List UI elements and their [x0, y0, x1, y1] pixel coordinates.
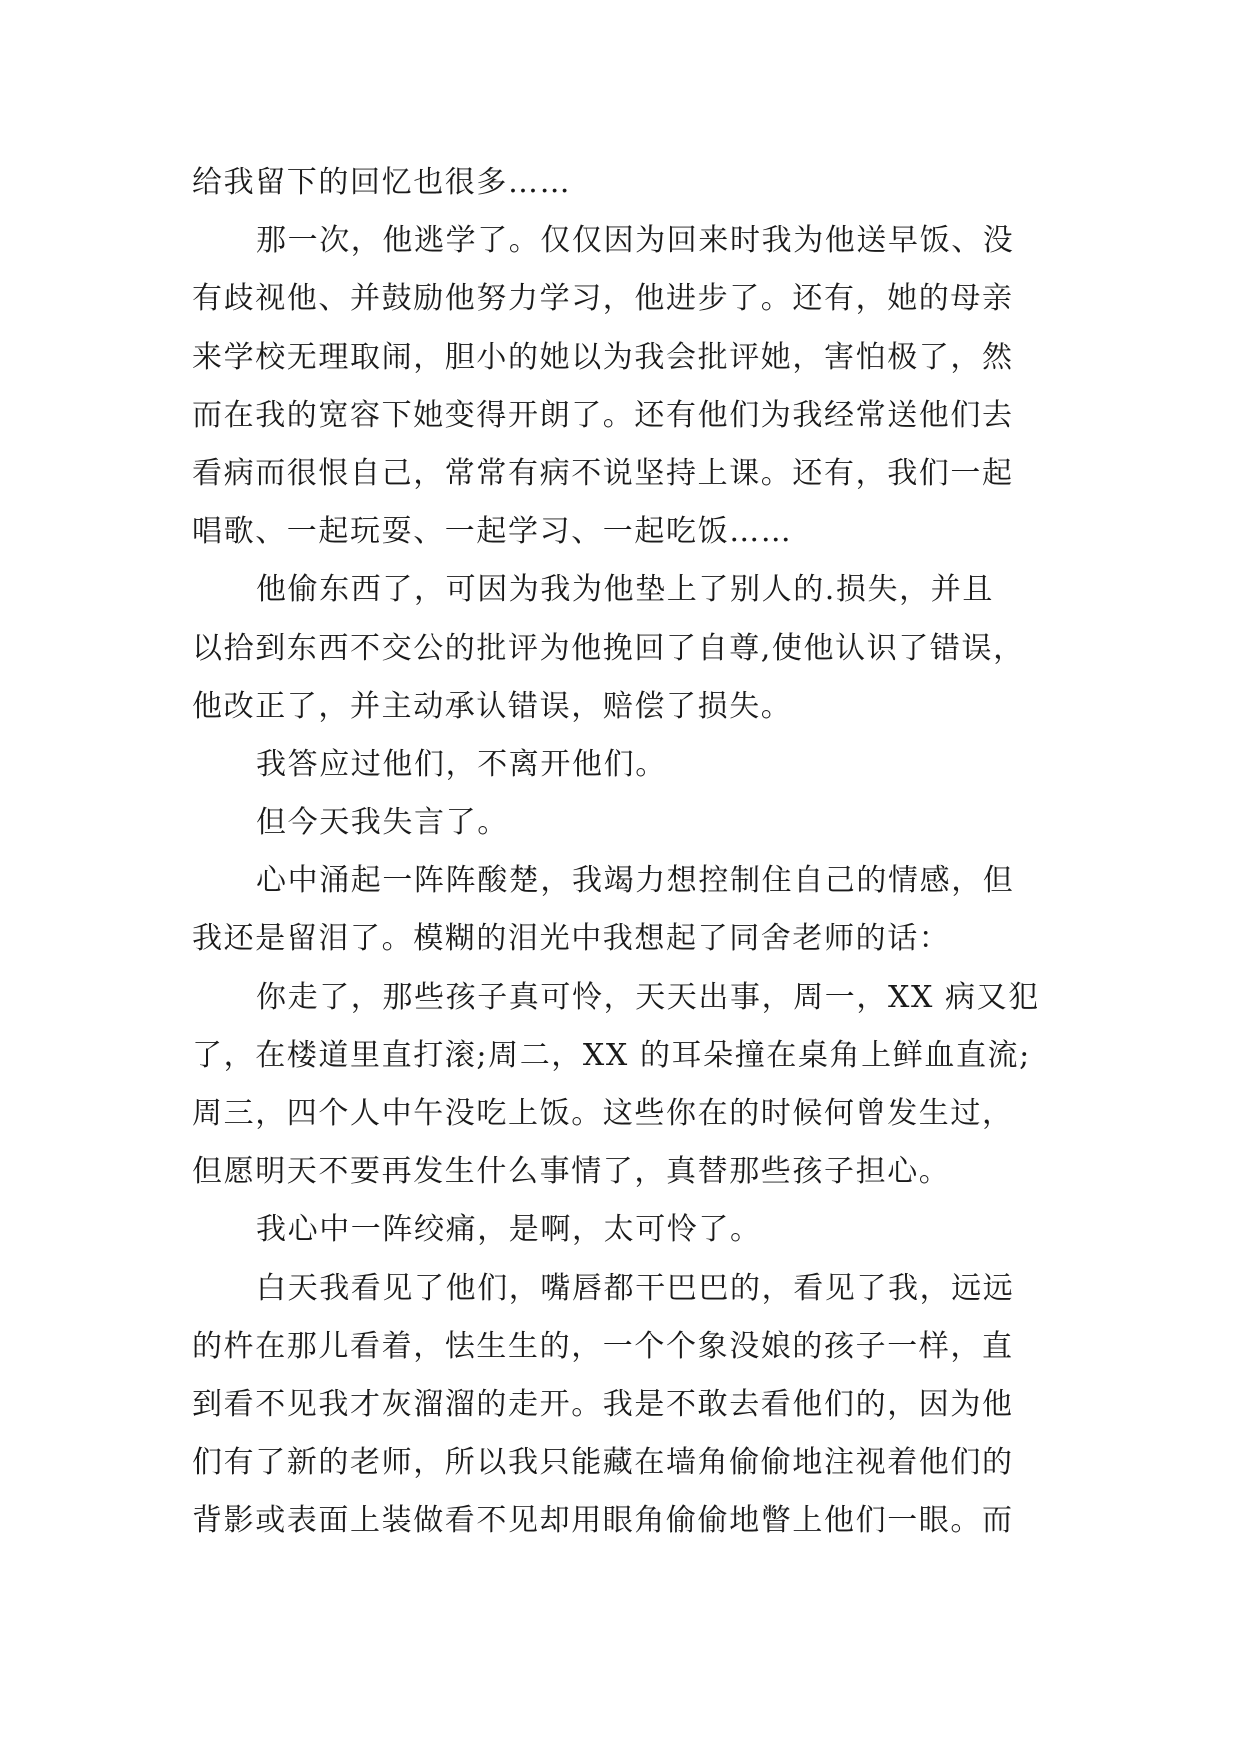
- text-line: 唱歌、一起玩耍、一起学习、一起吃饭……: [192, 514, 793, 550]
- text-line: 以拾到东西不交公的批评为他挽回了自尊,使他认识了错误，: [192, 630, 1025, 666]
- text-line: 他偷东西了，可因为我为他垫上了别人的.损失，并且: [256, 572, 994, 608]
- text-line: 但今天我失言了。: [256, 805, 509, 841]
- text-line: 给我留下的回忆也很多……: [192, 165, 572, 200]
- text-line: 我心中一阵绞痛，是啊，太可怜了。: [256, 1212, 762, 1248]
- text-line: 你走了，那些孩子真可怜，天天出事，周一，XX 病又犯: [256, 979, 1040, 1015]
- text-line: 周三，四个人中午没吃上饭。这些你在的时候何曾发生过，: [192, 1096, 1014, 1131]
- body-text: [192, 154, 1072, 1551]
- text-line: 那一次，他逃学了。仅仅因为回来时我为他送早饭、没: [256, 223, 1015, 259]
- text-line: 们有了新的老师，所以我只能藏在墙角偷偷地注视着他们的: [192, 1445, 1014, 1481]
- text-line: 白天我看见了他们，嘴唇都干巴巴的，看见了我，远远: [256, 1270, 1015, 1306]
- text-line: 他改正了，并主动承认错误，赔偿了损失。: [192, 688, 793, 724]
- text-line: 但愿明天不要再发生什么事情了，真替那些孩子担心。: [192, 1154, 951, 1190]
- text-line: 看病而很恨自己，常常有病不说坚持上课。还有，我们一起: [192, 455, 1014, 491]
- text-line: 我还是留泪了。模糊的泪光中我想起了同舍老师的话：: [192, 921, 951, 957]
- text-line: 心中涌起一阵阵酸楚，我竭力想控制住自己的情感，但: [256, 863, 1015, 899]
- text-line: 来学校无理取闹，胆小的她以为我会批评她，害怕极了，然: [192, 339, 1014, 375]
- text-line: 而在我的宽容下她变得开朗了。还有他们为我经常送他们去: [192, 397, 1014, 433]
- text-line: 有歧视他、并鼓励他努力学习，他进步了。还有，她的母亲: [192, 281, 1014, 317]
- text-line: 到看不见我才灰溜溜的走开。我是不敢去看他们的，因为他: [192, 1386, 1014, 1422]
- text-line: 我答应过他们，不离开他们。: [256, 746, 667, 782]
- text-line: 背影或表面上装做看不见却用眼角偷偷地瞥上他们一眼。而: [192, 1503, 1014, 1539]
- text-line: 的杵在那儿看着，怯生生的，一个个象没娘的孩子一样，直: [192, 1328, 1014, 1364]
- text-line: 了，在楼道里直打滚;周二，XX 的耳朵撞在桌角上鲜血直流;: [192, 1037, 1031, 1073]
